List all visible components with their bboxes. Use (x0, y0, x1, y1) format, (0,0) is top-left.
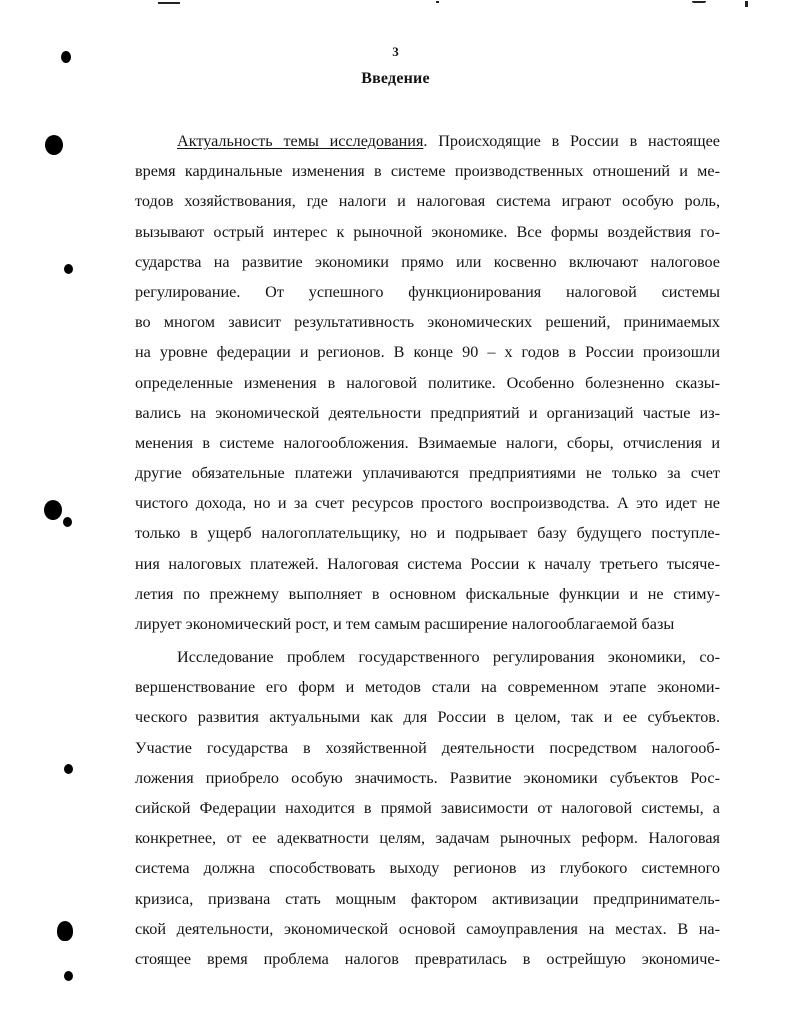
paragraph-line: сударства на развитие экономики прямо или косвенно включают налоговое (135, 252, 720, 271)
scan-artifact-top-right (692, 1, 706, 3)
paragraph-line: во многом зависит результативность экономических решений, принимаемых (135, 313, 720, 332)
punch-hole-dot (64, 764, 73, 774)
punch-hole-dot (57, 921, 73, 941)
punch-hole-dot (45, 135, 63, 155)
scan-artifact-top-right-tick (745, 1, 748, 7)
paragraph-line: конкретнее, от ее адекватности целям, задачам рыночных реформ. Налоговая (135, 829, 720, 848)
paragraph-line: время кардинальные изменения в системе производственных отношений и ме- (135, 162, 720, 181)
paragraph-line: летия по прежнему выполняет в основном фискальные функции и не стиму- (135, 584, 720, 603)
paragraph-line: вались на экономической деятельности предприятий и организаций частые из- (135, 403, 720, 422)
section-heading: Введение (361, 70, 430, 87)
paragraph-line: вызывают острый интерес к рыночной экономике. Все формы воздействия го- (135, 222, 720, 241)
paragraph-line: Исследование проблем государственного регулирования экономики, со- (177, 648, 720, 666)
relevance-term: Актуальность темы исследования (177, 132, 424, 150)
paragraph-line: ской деятельности, экономической основой самоуправления на местах. В на- (135, 919, 720, 938)
paragraph-line: чистого дохода, но и за счет ресурсов простого воспроизводства. А это идет не (135, 494, 720, 513)
paragraph-line: регулирование. От успешного функционирования налоговой системы (135, 282, 720, 301)
paragraph-line: ния налоговых платежей. Налоговая система России к началу третьего тысяче- (135, 554, 720, 573)
paragraph-line: на уровне федерации и регионов. В конце 90 – х годов в России произошли (135, 343, 720, 362)
page-number: 3 (392, 44, 399, 59)
paragraph-relevance (135, 126, 720, 639)
paragraph-line: только в ущерб налогоплательщику, но и подрывает базу будущего поступле- (135, 524, 720, 543)
paragraph-line: лирует экономический рост, и тем самым расширение налогооблагаемой базы (135, 615, 675, 633)
paragraph-line: вершенствование его форм и методов стали на современном этапе экономи- (135, 678, 720, 697)
paragraph-line: ческого развития актуальными как для России в целом, так и ее субъектов. (135, 708, 720, 727)
lead-text: . Происходящие в России в настоящее (423, 132, 720, 150)
paragraph-line: менения в системе налогообложения. Взимаемые налоги, сборы, отчисления и (135, 433, 720, 452)
scan-artifact-top-mid (436, 1, 439, 3)
paragraph-line: система должна способствовать выходу регионов из глубокого системного (135, 859, 720, 878)
paragraph-line: стоящее время проблема налогов превратилась в острейшую экономиче- (135, 949, 720, 968)
punch-hole-dot (44, 500, 62, 520)
punch-hole-dot (63, 517, 72, 527)
paragraph-line: другие обязательные платежи уплачиваются предприятиями не только за счет (135, 464, 720, 483)
scan-artifact-top-left (158, 2, 180, 4)
paragraph-line: Участие государства в хозяйственной деятельности посредством налогооб- (135, 738, 720, 757)
paragraph-line: тодов хозяйствования, где налоги и налоговая система играют особую роль, (135, 192, 720, 211)
paragraph-line: ложения приобрело особую значимость. Развитие экономики субъектов Рос- (135, 768, 720, 787)
punch-hole-dot (64, 971, 73, 981)
paragraph-line (135, 126, 720, 156)
punch-hole-dot (64, 264, 73, 274)
paragraph-line: определенные изменения в налоговой политике. Особенно болезненно сказы- (135, 373, 720, 392)
paragraph-line: сийской Федерации находится в прямой зависимости от налоговой системы, а (135, 798, 720, 817)
paragraph-state-regulation (135, 642, 720, 974)
paragraph-line: кризиса, призвана стать мощным фактором активизации предприниматель- (135, 889, 720, 908)
